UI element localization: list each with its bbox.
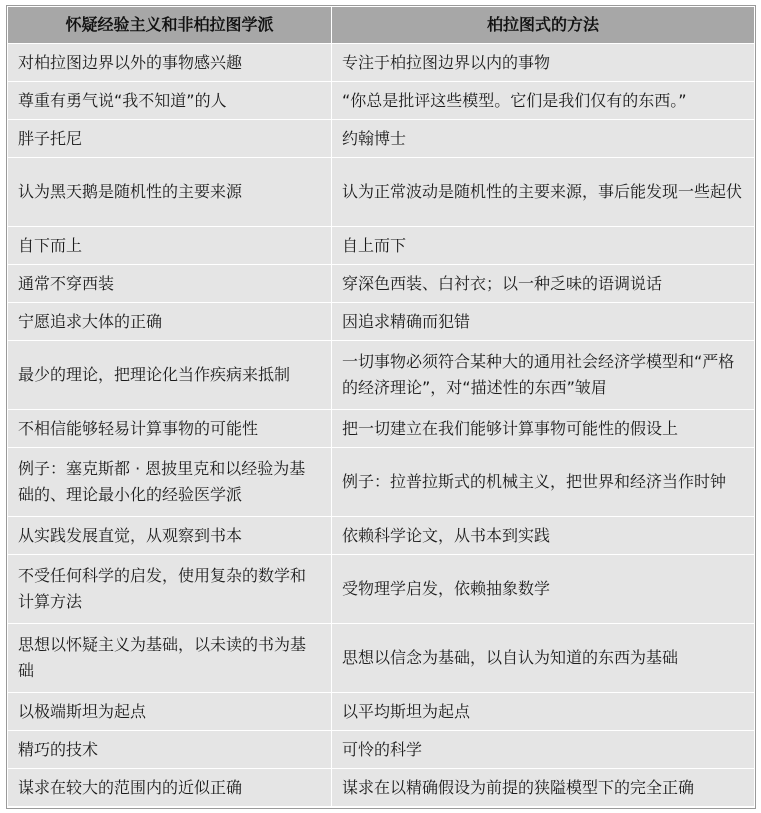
table-row	[8, 341, 755, 410]
cell-left: 以极端斯坦为起点	[8, 693, 332, 731]
cell-left: 胖子托尼	[8, 120, 332, 158]
cell-right: 依赖科学论文，从书本到实践	[332, 517, 755, 555]
cell-left: 思想以怀疑主义为基础，以未读的书为基础	[8, 624, 332, 693]
table-row	[8, 303, 755, 341]
table-row	[8, 265, 755, 303]
cell-right: 自上而下	[332, 227, 755, 265]
table-row	[8, 410, 755, 448]
cell-right: 把一切建立在我们能够计算事物可能性的假设上	[332, 410, 755, 448]
cell-left: 宁愿追求大体的正确	[8, 303, 332, 341]
cell-right: 专注于柏拉图边界以内的事物	[332, 44, 755, 82]
table-row	[8, 624, 755, 693]
cell-right: 思想以信念为基础，以自认为知道的东西为基础	[332, 624, 755, 693]
cell-right: 穿深色西装、白衬衣；以一种乏味的语调说话	[332, 265, 755, 303]
cell-right: 可怜的科学	[332, 731, 755, 769]
table-row	[8, 158, 755, 227]
cell-right: 因追求精确而犯错	[332, 303, 755, 341]
table-row	[8, 227, 755, 265]
cell-right: 以平均斯坦为起点	[332, 693, 755, 731]
cell-right: 一切事物必须符合某种大的通用社会经济学模型和“严格的经济理论”，对“描述性的东西”皱眉	[332, 341, 755, 410]
cell-left: 不受任何科学的启发，使用复杂的数学和计算方法	[8, 555, 332, 624]
cell-left: 对柏拉图边界以外的事物感兴趣	[8, 44, 332, 82]
cell-right: 受物理学启发，依赖抽象数学	[332, 555, 755, 624]
cell-right: “你总是批评这些模型。它们是我们仅有的东西。”	[332, 82, 755, 120]
table-row	[8, 693, 755, 731]
cell-left: 通常不穿西装	[8, 265, 332, 303]
table-row	[8, 517, 755, 555]
table-row	[8, 555, 755, 624]
cell-left: 最少的理论，把理论化当作疾病来抵制	[8, 341, 332, 410]
cell-left: 精巧的技术	[8, 731, 332, 769]
cell-left: 不相信能够轻易计算事物的可能性	[8, 410, 332, 448]
header-platonic-approach: 柏拉图式的方法	[332, 7, 755, 44]
cell-right: 约翰博士	[332, 120, 755, 158]
cell-left: 谋求在较大的范围内的近似正确	[8, 769, 332, 807]
cell-right: 例子：拉普拉斯式的机械主义，把世界和经济当作时钟	[332, 448, 755, 517]
cell-left: 从实践发展直觉，从观察到书本	[8, 517, 332, 555]
table-row	[8, 120, 755, 158]
comparison-table	[7, 6, 755, 807]
cell-right: 认为正常波动是随机性的主要来源，事后能发现一些起伏	[332, 158, 755, 227]
cell-left: 认为黑天鹅是随机性的主要来源	[8, 158, 332, 227]
table-row	[8, 82, 755, 120]
cell-left: 自下而上	[8, 227, 332, 265]
table-row	[8, 44, 755, 82]
table-row	[8, 731, 755, 769]
cell-left: 例子：塞克斯都 · 恩披里克和以经验为基础的、理论最小化的经验医学派	[8, 448, 332, 517]
table-row	[8, 448, 755, 517]
cell-left: 尊重有勇气说“我不知道”的人	[8, 82, 332, 120]
table-row	[8, 769, 755, 807]
header-skeptical-empiricism: 怀疑经验主义和非柏拉图学派	[8, 7, 332, 44]
cell-right: 谋求在以精确假设为前提的狭隘模型下的完全正确	[332, 769, 755, 807]
table-header-row	[8, 7, 755, 44]
